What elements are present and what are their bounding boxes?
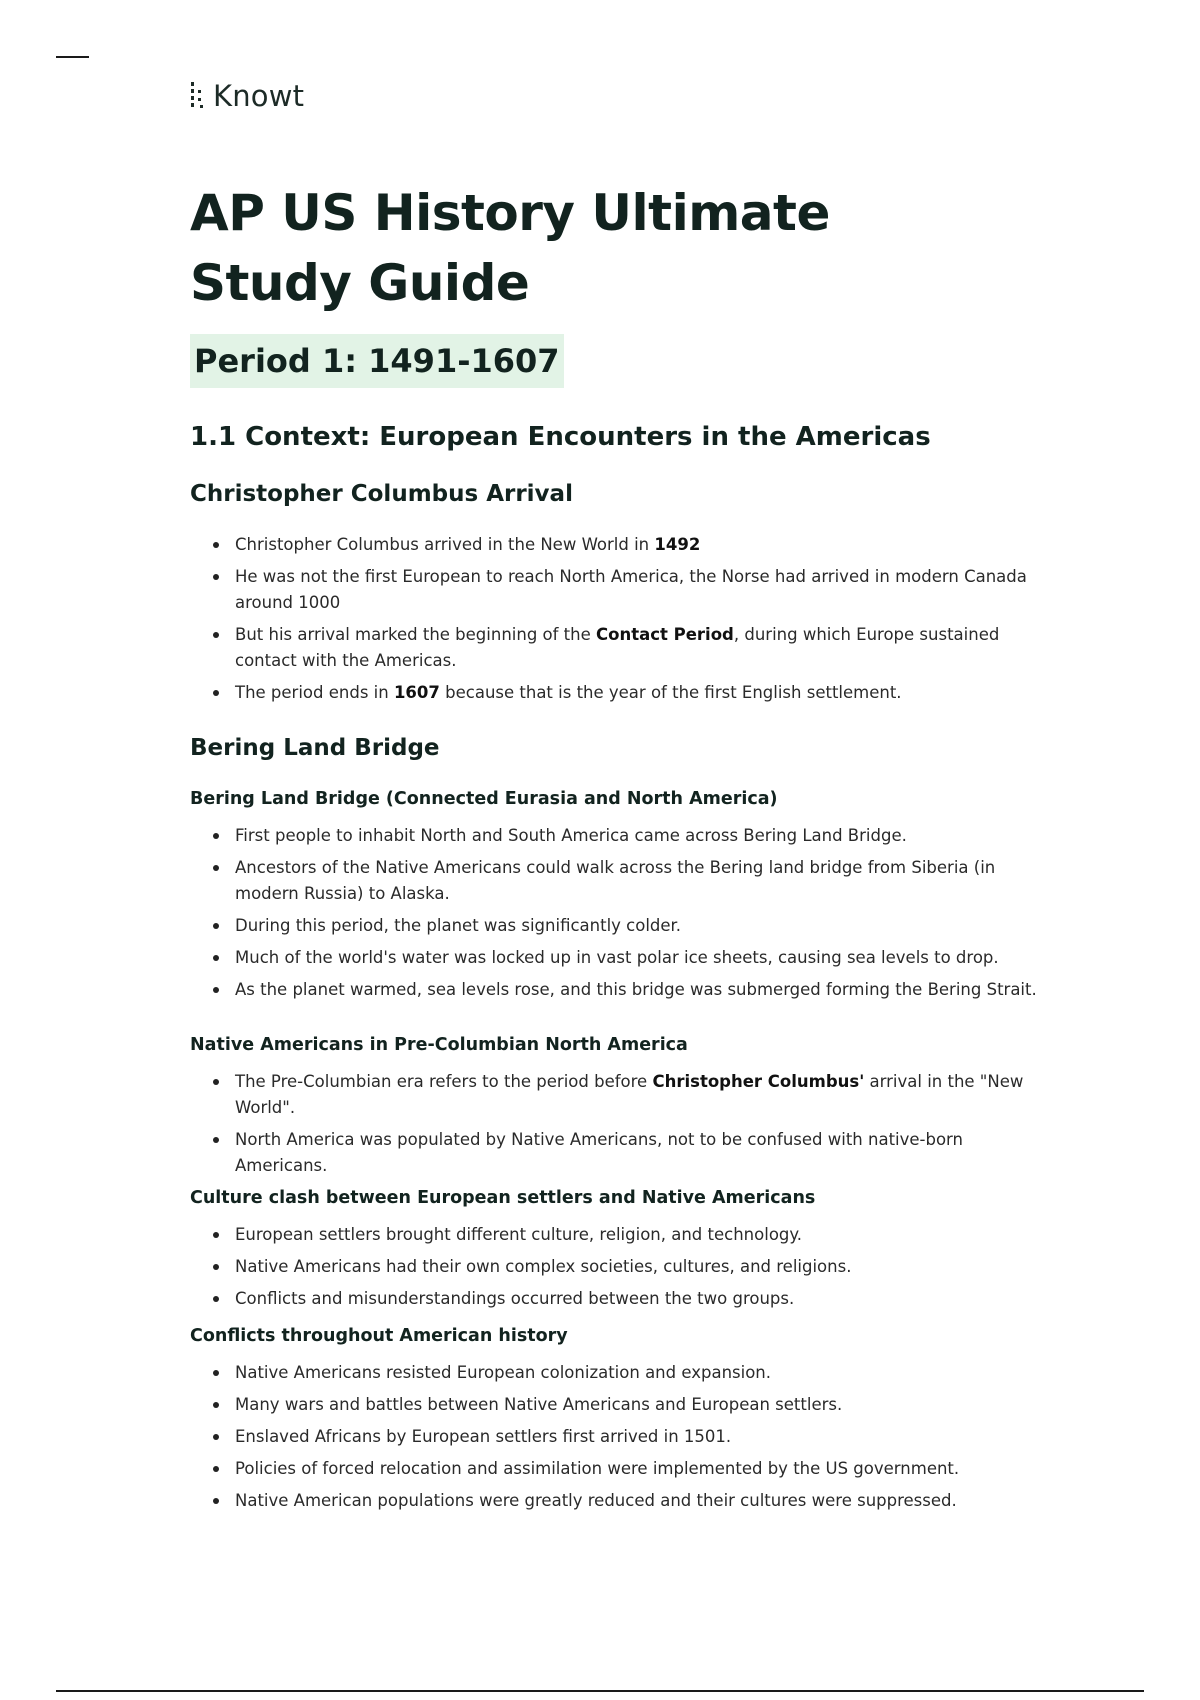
bottom-divider — [56, 1690, 1144, 1692]
list-item: Ancestors of the Native Americans could walk across the Bering land bridge from Siberia (in modern Russia) to Alaska. — [235, 855, 1055, 907]
bering-subheading: Bering Land Bridge (Connected Eurasia and North America) — [190, 789, 778, 809]
bold-year: 1492 — [654, 535, 701, 554]
top-divider — [56, 56, 89, 58]
list-item — [235, 680, 1055, 706]
culture-list — [190, 1222, 1055, 1318]
list-item-text: The period ends in — [235, 683, 394, 702]
list-item-text: because that is the year of the first English settlement. — [439, 683, 902, 702]
list-item-text: But his arrival marked the beginning of the — [235, 625, 597, 644]
list-item: Native American populations were greatly reduced and their cultures were suppressed. — [235, 1488, 1055, 1514]
bold-term: Contact Period — [596, 625, 734, 644]
bold-name: Christopher Columbus' — [652, 1072, 865, 1091]
logo-text: Knowt — [213, 79, 305, 113]
list-item: Much of the world's water was locked up in vast polar ice sheets, causing sea levels to drop. — [235, 945, 1055, 971]
knowt-logo — [190, 78, 304, 114]
bold-year: 1607 — [393, 683, 440, 702]
list-item: Conflicts and misunderstandings occurred between the two groups. — [235, 1286, 1055, 1312]
culture-heading: Culture clash between European settlers and Native Americans — [190, 1188, 816, 1208]
native-heading: Native Americans in Pre-Columbian North America — [190, 1035, 688, 1055]
page-title: AP US History Ultimate Study Guide — [190, 184, 830, 312]
list-item: North America was populated by Native Americans, not to be confused with native-born Americans. — [235, 1127, 1055, 1179]
list-item-text: The Pre-Columbian era refers to the period before — [235, 1072, 653, 1091]
list-item-text: Christopher Columbus arrived in the New World in — [235, 535, 655, 554]
bering-heading: Bering Land Bridge — [190, 735, 440, 761]
columbus-list — [190, 532, 1055, 712]
list-item-text: arrival in the "New World". — [235, 1072, 1024, 1117]
list-item: Policies of forced relocation and assimilation were implemented by the US government. — [235, 1456, 1055, 1482]
list-item: He was not the first European to reach North America, the Norse had arrived in modern Canada around 1000 — [235, 564, 1055, 616]
list-item — [235, 532, 1055, 558]
list-item: During this period, the planet was significantly colder. — [235, 913, 1055, 939]
period-heading: Period 1: 1491-1607 — [190, 334, 564, 388]
knowt-logo-icon — [190, 81, 204, 111]
list-item: First people to inhabit North and South America came across Bering Land Bridge. — [235, 823, 1055, 849]
list-item-text: , during which Europe sustained contact with the Americas. — [235, 625, 1000, 670]
native-list — [190, 1069, 1055, 1185]
conflicts-heading: Conflicts throughout American history — [190, 1326, 568, 1346]
list-item — [235, 622, 1055, 674]
section-heading: 1.1 Context: European Encounters in the Americas — [190, 422, 931, 452]
list-item: Many wars and battles between Native Americans and European settlers. — [235, 1392, 1055, 1418]
conflicts-list — [190, 1360, 1055, 1520]
list-item: European settlers brought different culture, religion, and technology. — [235, 1222, 1055, 1248]
list-item: Enslaved Africans by European settlers first arrived in 1501. — [235, 1424, 1055, 1450]
columbus-heading: Christopher Columbus Arrival — [190, 481, 573, 507]
list-item: Native Americans resisted European colonization and expansion. — [235, 1360, 1055, 1386]
list-item: As the planet warmed, sea levels rose, and this bridge was submerged forming the Bering Strait. — [235, 977, 1055, 1003]
list-item: Native Americans had their own complex societies, cultures, and religions. — [235, 1254, 1055, 1280]
bering-list — [190, 823, 1055, 1009]
list-item — [235, 1069, 1055, 1121]
